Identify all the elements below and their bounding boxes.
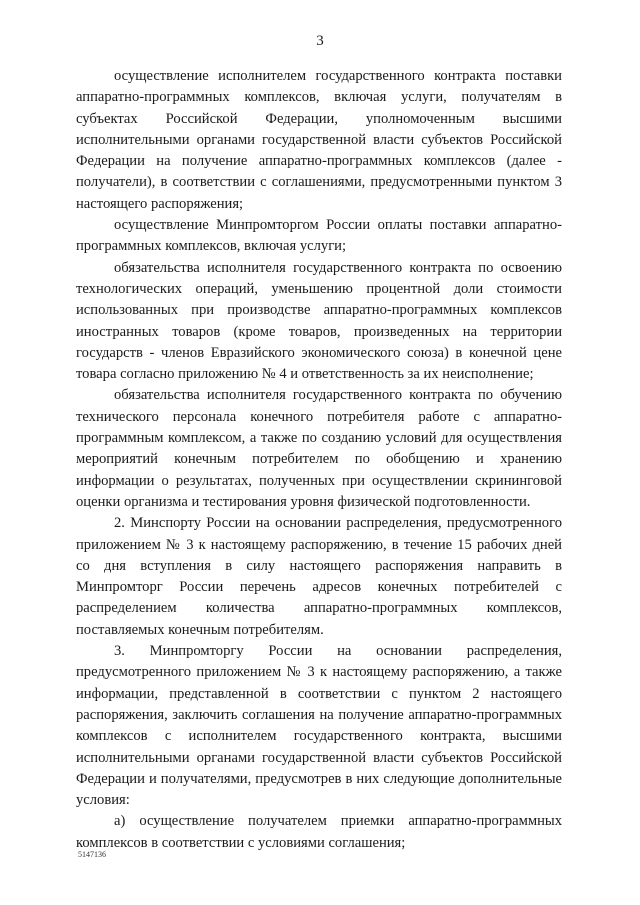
paragraph: 3. Минпромторгу России на основании распределения, предусмотренного приложением № 3 к настоящему распоряжению, а также информации, представленной в соответствии с пунктом 2 настоящего распоряжения, заключить соглашения на получение аппаратно-программных комплексов с исполнителем государственного контракта, высшими исполнительными органами государственной власти субъектов Российской Федерации и получателями, предусмотрев в них следующие дополнительные условия:: [76, 643, 562, 809]
paragraph: осуществление исполнителем государственного контракта поставки аппаратно-программных комплексов, включая услуги, получателям в субъектах Российской Федерации, уполномоченным высшими исполнительными органами государственной власти субъектов Российской Федерации на получение аппаратно-программных комплексов (далее - получатели), в соответствии с соглашениями, предусмотренными пунктом 3 настоящего распоряжения;: [76, 68, 562, 212]
page-number: 3: [316, 33, 324, 49]
paragraph: 2. Минспорту России на основании распределения, предусмотренного приложением № 3 к настоящему распоряжению, в течение 15 рабочих дней со дня вступления в силу настоящего распоряжения направить в Минпромторг России перечень адресов конечных потребителей с распределением количества аппаратно-программных комплексов, поставляемых конечным потребителям.: [76, 515, 562, 638]
paragraph: обязательства исполнителя государственного контракта по освоению технологических операций, уменьшению процентной доли стоимости использованных при производстве аппаратно-программных комплексов иностранных товаров (кроме товаров, произведенных на территории государств - членов Евразийского экономического союза) в конечной цене товара согласно приложению № 4 и ответственность за их неисполнение;: [76, 259, 562, 383]
paragraph: обязательства исполнителя государственного контракта по обучению технического персонала конечного потребителя работе с аппаратно-программным комплексом, а также по созданию условий для осуществления мероприятий конечным потребителем по обобщению и хранению информации о результатах, полученных при осуществлении скрининговой оценки организма и тестирования уровня физической подготовленности.: [76, 387, 562, 510]
document-body: [76, 66, 562, 854]
paragraph: осуществление Минпромторгом России оплаты поставки аппаратно-программных комплексов, включая услуги;: [76, 217, 562, 255]
document-code: 5147136: [78, 850, 106, 859]
paragraph: а) осуществление получателем приемки аппаратно-программных комплексов в соответствии с условиями соглашения;: [76, 813, 562, 851]
